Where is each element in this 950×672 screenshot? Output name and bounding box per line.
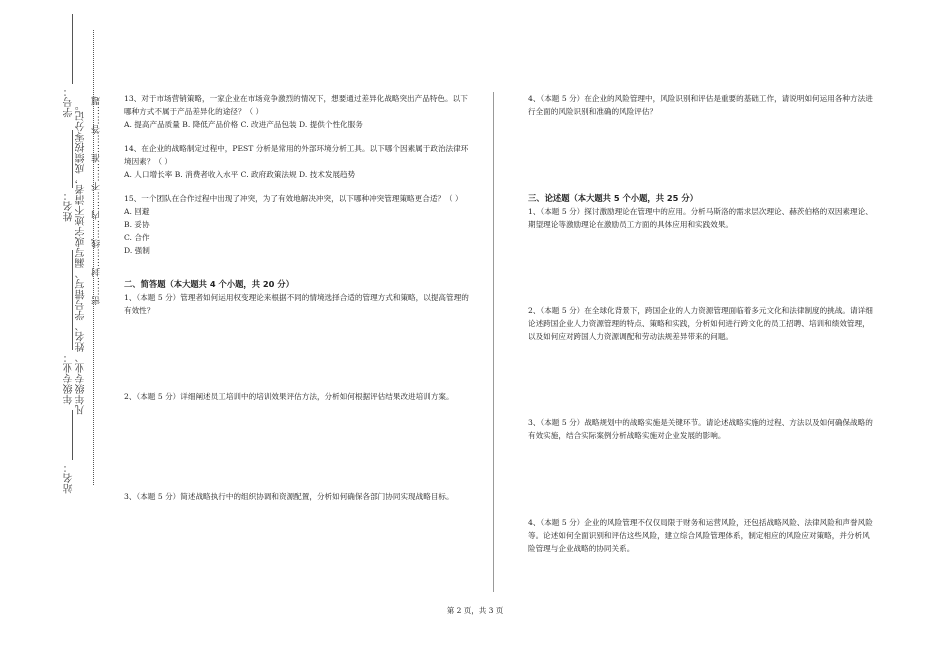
question-options: A. 提高产品质量 B. 降低产品价格 C. 改进产品包装 D. 提供个性化服务 — [124, 120, 363, 129]
essay-2-block — [528, 304, 873, 343]
essay-4: 4、（本题 5 分）企业的风险管理不仅仅局限于财务和运营风险，还包括战略风险、法律风险和声誉风险等。论述如何全面识别和评估这些风险，建立综合风险管理体系，制定相应的风险应对策略，并分析风险管理与企业战略的协同关系。 — [528, 518, 873, 553]
name-line-top — [72, 14, 73, 84]
short-answer-2-block — [124, 390, 469, 403]
binding-margin — [0, 0, 110, 672]
essay-1: 1、（本题 5 分）探讨激励理论在管理中的应用。分析马斯洛的需求层次理论、赫茨伯格的双因素理论、期望理论等激励理论在激励员工方面的具体应用和实践效果。 — [528, 207, 873, 229]
short-answer-3: 3、（本题 5 分）简述战略执行中的组织协调和资源配置，分析如何确保各部门协同实现战略目标。 — [124, 492, 454, 501]
essay-3: 3、（本题 5 分）战略规划中的战略实施是关键环节。请论述战略实施的过程、方法以及如何确保战略的有效实施，结合实际案例分析战略实施对企业发展的影响。 — [528, 418, 873, 440]
section-title: 三、论述题（本大题共 5 个小题，共 25 分） — [528, 193, 698, 203]
major-label: 年级专业： — [64, 352, 75, 405]
option-a: A. 回避 — [124, 207, 150, 216]
question-options: A. 人口增长率 B. 消费者收入水平 C. 政府政策法规 D. 技术发展趋势 — [124, 170, 356, 179]
column-divider — [493, 92, 494, 592]
section-3 — [528, 192, 873, 231]
question-15 — [124, 192, 469, 257]
short-answer-4-block — [528, 92, 873, 118]
name-line — [72, 130, 73, 188]
section-2 — [124, 278, 469, 317]
short-answer-1: 1、（本题 5 分）管理者如何运用权变理论来根据不同的情境选择合适的管理方式和策略，以提高管理的有效性？ — [124, 293, 469, 315]
essay-3-block — [528, 416, 873, 442]
page-number: 第 2 页，共 3 页 — [446, 606, 504, 615]
section-title: 二、简答题（本大题共 4 个小题，共 20 分） — [124, 279, 294, 289]
essay-4-block — [528, 516, 873, 555]
seal-warning: 密……封……线……内……不……准……答……题 — [92, 96, 102, 305]
question-text: 14、在企业的战略制定过程中，PEST 分析是常用的外部环境分析工具。以下哪个因素属于政治法律环境因素？（ ） — [124, 144, 469, 166]
site-label: 站名： — [64, 462, 75, 494]
question-14 — [124, 142, 469, 181]
fill-instructions: 凡年级专业、姓名、学号错写、漏写或字迹不清者，成绩按零分记。 — [76, 100, 87, 415]
name-label: 姓名： — [64, 190, 75, 222]
short-answer-2: 2、（本题 5 分）详细阐述员工培训中的培训效果评估方法，分析如何根据评估结果改进培训方案。 — [124, 392, 454, 401]
option-d: D. 强制 — [124, 246, 150, 255]
essay-2: 2、（本题 5 分）在全球化背景下，跨国企业的人力资源管理面临着多元文化和法律制度的挑战。请详细论述跨国企业人力资源管理的特点、策略和实践，分析如何进行跨文化的员工招聘、培训和绩效管理，以及如何应对跨国人力资源调配和劳动法规差异带来的问题。 — [528, 306, 873, 341]
option-c: C. 合作 — [124, 233, 150, 242]
option-b: B. 妥协 — [124, 220, 150, 229]
student-id-label: 学号： — [64, 86, 75, 118]
site-line — [72, 410, 73, 460]
major-line — [72, 250, 73, 350]
short-answer-4: 4、（本题 5 分）在企业的风险管理中，风险识别和评估是重要的基础工作，请说明如何运用各种方法进行全面的风险识别和准确的风险评估？ — [528, 94, 873, 116]
question-text: 13、对于市场营销策略，一家企业在市场竞争激烈的情况下，想要通过差异化战略突出产品特色。以下哪种方式不属于产品差异化的途径？（ ） — [124, 94, 468, 116]
question-13 — [124, 92, 469, 131]
short-answer-3-block — [124, 490, 469, 503]
question-text: 15、一个团队在合作过程中出现了冲突，为了有效地解决冲突，以下哪种冲突管理策略更合适？（ ） — [124, 194, 463, 203]
